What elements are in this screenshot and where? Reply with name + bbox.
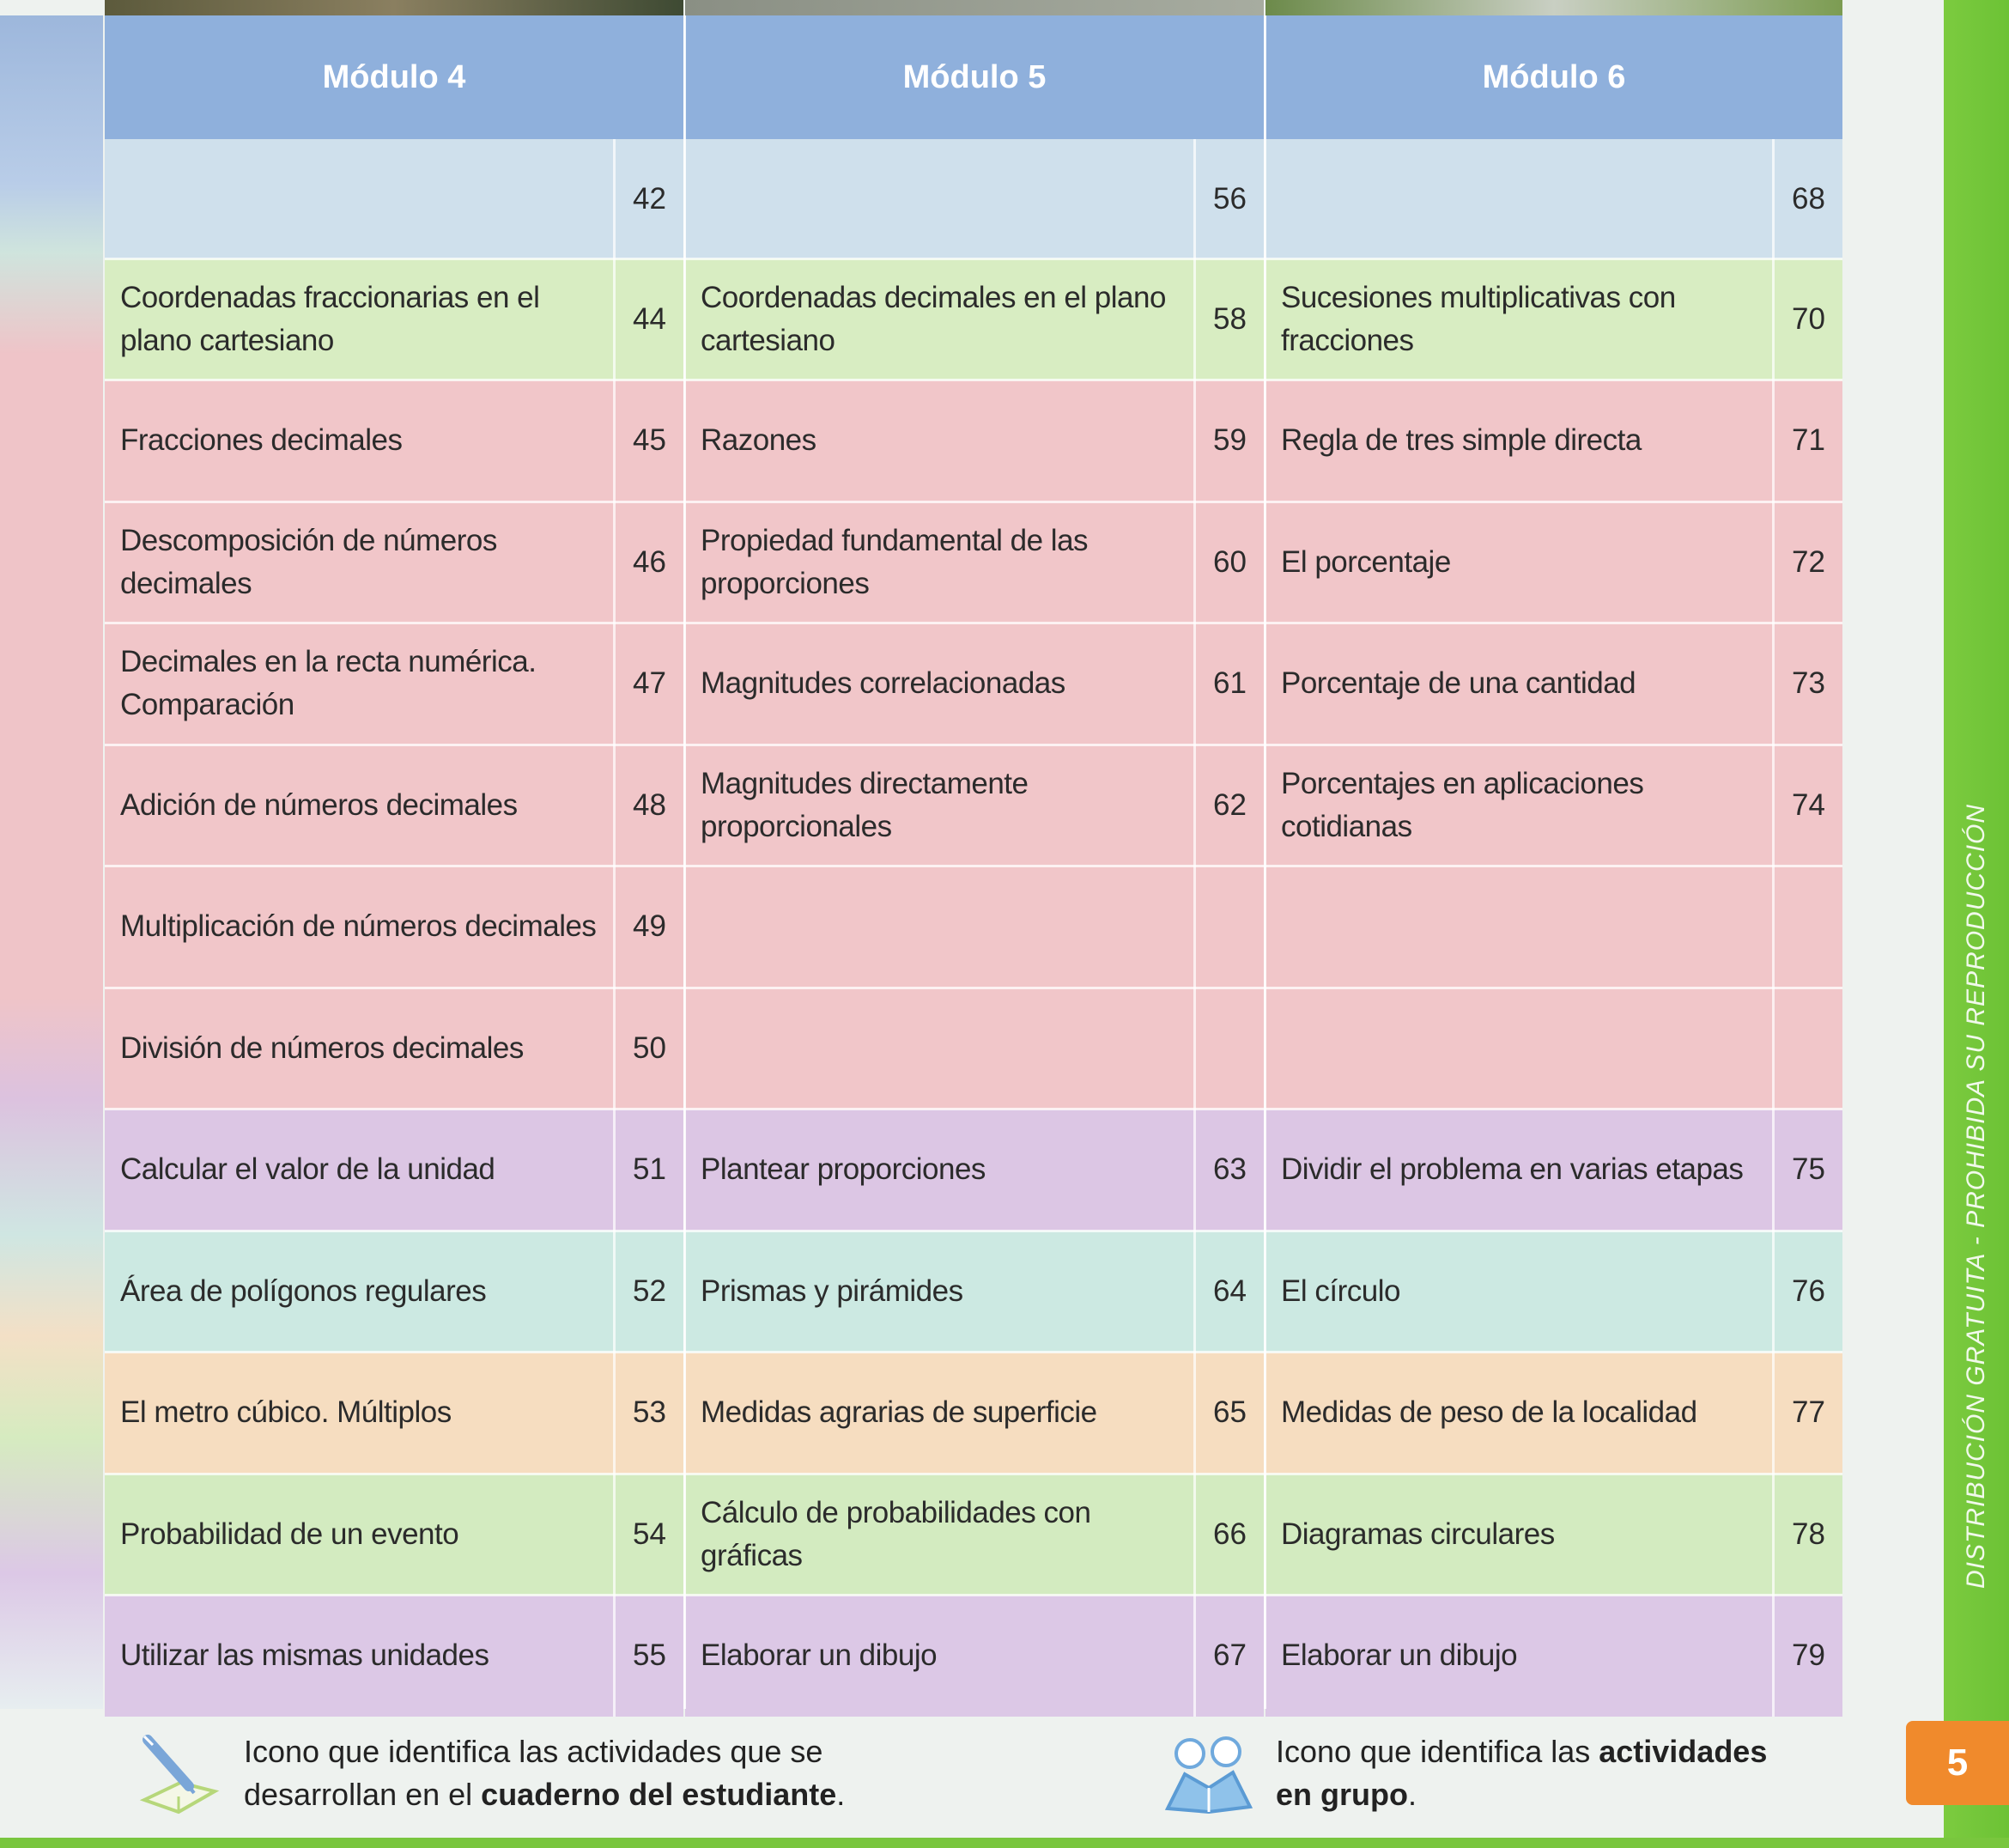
lesson-page-number: 44 xyxy=(613,258,683,380)
lesson-title: Coordenadas decimales en el plano cartesiano xyxy=(685,258,1193,380)
lesson-title xyxy=(1265,988,1772,1109)
lesson-page-number: 76 xyxy=(1772,1231,1842,1353)
row-separator xyxy=(105,744,1842,746)
photo-strip-middle xyxy=(685,0,1264,15)
lesson-page-number xyxy=(1193,988,1264,1109)
lesson-page-number: 64 xyxy=(1193,1231,1264,1353)
lesson-page-number: 48 xyxy=(613,745,683,866)
lesson-page-number: 71 xyxy=(1772,380,1842,502)
page-number-tab: 5 xyxy=(1906,1721,2009,1805)
lesson-title: División de números decimales xyxy=(105,988,613,1109)
lesson-title: Fracciones decimales xyxy=(105,380,613,502)
lesson-title: Dividir el problema en varias etapas xyxy=(1265,1109,1772,1231)
module-6-intro-page: 68 xyxy=(1772,139,1842,258)
lesson-page-number: 73 xyxy=(1772,623,1842,745)
row-separator xyxy=(105,1108,1842,1110)
legend-group xyxy=(1161,1717,1767,1829)
row-separator xyxy=(105,379,1842,381)
lesson-title: Plantear proporciones xyxy=(685,1109,1193,1231)
column-separator xyxy=(683,15,686,1709)
row-separator xyxy=(105,1594,1842,1596)
lesson-title xyxy=(685,988,1193,1109)
lesson-title: Propiedad fundamental de las proporciones xyxy=(685,502,1193,623)
lesson-title: Utilizar las mismas unidades xyxy=(105,1596,613,1717)
row-separator xyxy=(105,501,1842,503)
legend-group-line2: en grupo. xyxy=(1276,1777,1417,1812)
row-separator xyxy=(105,622,1842,624)
lesson-page-number: 50 xyxy=(613,988,683,1109)
lesson-page-number xyxy=(1772,988,1842,1109)
row-separator xyxy=(105,865,1842,867)
module-6-intro-title xyxy=(1265,139,1772,258)
row-separator xyxy=(105,1230,1842,1232)
lesson-title: Diagramas circulares xyxy=(1265,1474,1772,1596)
lesson-title: Elaborar un dibujo xyxy=(1265,1596,1772,1717)
lesson-page-number: 77 xyxy=(1772,1353,1842,1474)
lesson-page-number: 59 xyxy=(1193,380,1264,502)
contents-table xyxy=(105,15,1842,1709)
lesson-page-number: 58 xyxy=(1193,258,1264,380)
lesson-page-number: 75 xyxy=(1772,1109,1842,1231)
lesson-page-number xyxy=(1193,866,1264,988)
lesson-title: Razones xyxy=(685,380,1193,502)
lesson-page-number: 79 xyxy=(1772,1596,1842,1717)
group-reading-icon xyxy=(1161,1726,1255,1821)
lesson-title: Probabilidad de un evento xyxy=(105,1474,613,1596)
legend-notebook-line2: desarrollan en el cuaderno del estudiante. xyxy=(244,1777,846,1812)
lesson-page-number: 74 xyxy=(1772,745,1842,866)
lesson-title: El metro cúbico. Múltiplos xyxy=(105,1353,613,1474)
lesson-page-number: 46 xyxy=(613,502,683,623)
lesson-title: Magnitudes directamente proporcionales xyxy=(685,745,1193,866)
pencil-notebook-icon xyxy=(129,1726,223,1821)
lesson-page-number: 45 xyxy=(613,380,683,502)
lesson-title xyxy=(1265,866,1772,988)
lesson-page-number: 62 xyxy=(1193,745,1264,866)
lesson-page-number: 60 xyxy=(1193,502,1264,623)
module-4-intro-title xyxy=(105,139,613,258)
lesson-page-number: 54 xyxy=(613,1474,683,1596)
lesson-page-number: 52 xyxy=(613,1231,683,1353)
legend-group-line1: Icono que identifica las actividades xyxy=(1276,1734,1768,1769)
lesson-title: Sucesiones multiplicativas con fracciones xyxy=(1265,258,1772,380)
left-margin xyxy=(0,15,103,1709)
lesson-title: Área de polígonos regulares xyxy=(105,1231,613,1353)
lesson-page-number: 78 xyxy=(1772,1474,1842,1596)
lesson-title: Magnitudes correlacionadas xyxy=(685,623,1193,745)
row-separator xyxy=(105,258,1842,260)
lesson-page-number: 67 xyxy=(1193,1596,1264,1717)
lesson-page-number: 70 xyxy=(1772,258,1842,380)
row-separator xyxy=(105,987,1842,989)
row-separator xyxy=(105,1351,1842,1353)
lesson-title: El porcentaje xyxy=(1265,502,1772,623)
lesson-title: Regla de tres simple directa xyxy=(1265,380,1772,502)
lesson-title: Elaborar un dibujo xyxy=(685,1596,1193,1717)
lesson-page-number xyxy=(1772,866,1842,988)
lesson-title: El círculo xyxy=(1265,1231,1772,1353)
lesson-page-number: 53 xyxy=(613,1353,683,1474)
module-5-header: Módulo 5 xyxy=(685,15,1264,139)
module-5-intro-page: 56 xyxy=(1193,139,1264,258)
column-separator xyxy=(1264,15,1266,1709)
lesson-page-number: 49 xyxy=(613,866,683,988)
lesson-title: Multiplicación de números decimales xyxy=(105,866,613,988)
lesson-page-number: 47 xyxy=(613,623,683,745)
module-6-header: Módulo 6 xyxy=(1265,15,1842,139)
lesson-page-number: 61 xyxy=(1193,623,1264,745)
lesson-title: Coordenadas fraccionarias en el plano cartesiano xyxy=(105,258,613,380)
lesson-title: Calcular el valor de la unidad xyxy=(105,1109,613,1231)
photo-strip-right xyxy=(1265,0,1842,15)
lesson-page-number: 72 xyxy=(1772,502,1842,623)
lesson-title: Porcentajes en aplicaciones cotidianas xyxy=(1265,745,1772,866)
lesson-page-number: 65 xyxy=(1193,1353,1264,1474)
lesson-title: Porcentaje de una cantidad xyxy=(1265,623,1772,745)
legend-notebook-line1: Icono que identifica las actividades que se xyxy=(244,1734,823,1769)
lesson-title: Descomposición de números decimales xyxy=(105,502,613,623)
lesson-title: Cálculo de probabilidades con gráficas xyxy=(685,1474,1193,1596)
photo-strip-left xyxy=(105,0,683,15)
lesson-title xyxy=(685,866,1193,988)
lesson-title: Adición de números decimales xyxy=(105,745,613,866)
module-4-header: Módulo 4 xyxy=(105,15,683,139)
lesson-page-number: 66 xyxy=(1193,1474,1264,1596)
legend-notebook xyxy=(129,1717,845,1829)
lesson-page-number: 63 xyxy=(1193,1109,1264,1231)
lesson-title: Medidas de peso de la localidad xyxy=(1265,1353,1772,1474)
module-4-intro-page: 42 xyxy=(613,139,683,258)
lesson-title: Prismas y pirámides xyxy=(685,1231,1193,1353)
bottom-green-bar xyxy=(0,1838,2009,1848)
lesson-title: Decimales en la recta numérica. Comparación xyxy=(105,623,613,745)
row-separator xyxy=(105,1473,1842,1475)
module-5-intro-title xyxy=(685,139,1193,258)
lesson-title: Medidas agrarias de superficie xyxy=(685,1353,1193,1474)
side-band-text: DISTRIBUCIÓN GRATUITA - PROHIBIDA SU REPRODUCCIÓN xyxy=(1962,803,1990,1589)
lesson-page-number: 55 xyxy=(613,1596,683,1717)
lesson-page-number: 51 xyxy=(613,1109,683,1231)
